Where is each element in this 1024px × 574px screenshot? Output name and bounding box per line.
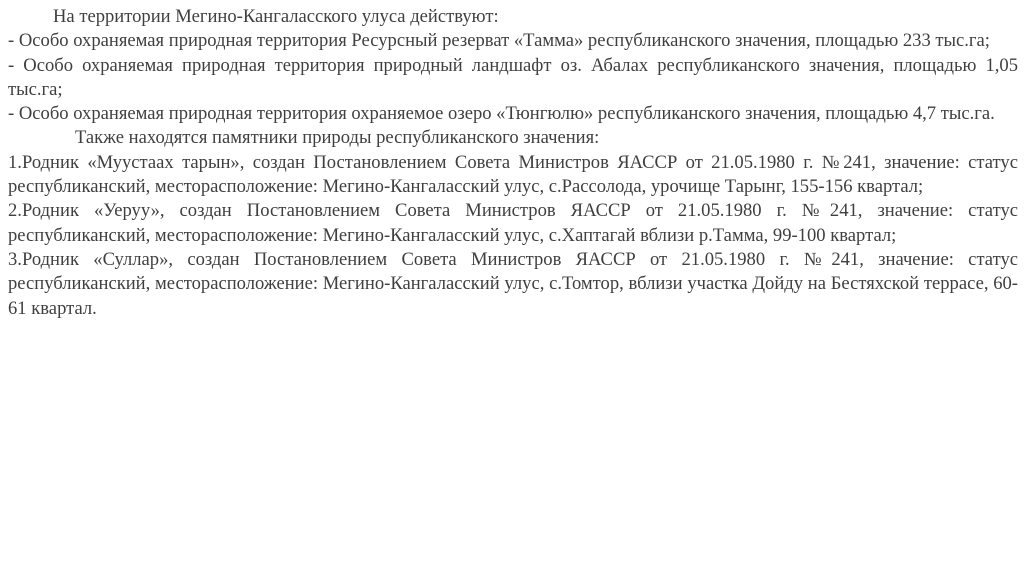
monument-item: 1.Родник «Муустаах тарын», создан Постановлением Совета Министров ЯАССР от 21.05.1980 г. №241, значение: статус республиканский, месторасположение: Мегино-Кангаласский улус, с.Рассолода, урочище Тарынг, 155-156 квартал; — [8, 151, 1018, 198]
protected-area-item: - Особо охраняемая природная территория охраняемое озеро «Тюнгюлю» республиканского значения, площадью 4,7 тыс.га. — [8, 103, 995, 125]
protected-area-item: - Особо охраняемая природная территория Ресурсный резерват «Тамма» республиканского значения, площадью 233 тыс.га; — [8, 30, 990, 52]
monument-item: 3.Родник «Суллар», создан Постановлением Совета Министров ЯАССР от 21.05.1980 г. №241, значение: статус республиканский, месторасположение: Мегино-Кангаласский улус, с.Томтор, вблизи участка Дойду на Бестяхской террасе, 60-61 квартал. — [8, 248, 1018, 319]
text-block — [8, 5, 1018, 321]
intro-paragraph: На территории Мегино-Кангаласского улуса действуют: — [53, 6, 499, 27]
protected-area-item: - Особо охраняемая природная территория природный ландшафт оз. Абалах республиканского значения, площадью 1,05 тыс.га; — [8, 54, 1018, 100]
monument-item: 2.Родник «Уеруу», создан Постановлением Совета Министров ЯАССР от 21.05.1980 г. №241, значение: статус республиканский, месторасположение: Мегино-Кангаласский улус, с.Хаптагай вблизи р.Тамма, 99-100 квартал; — [8, 200, 1018, 246]
monuments-intro-paragraph: Также находятся памятники природы республиканского значения: — [75, 127, 600, 149]
